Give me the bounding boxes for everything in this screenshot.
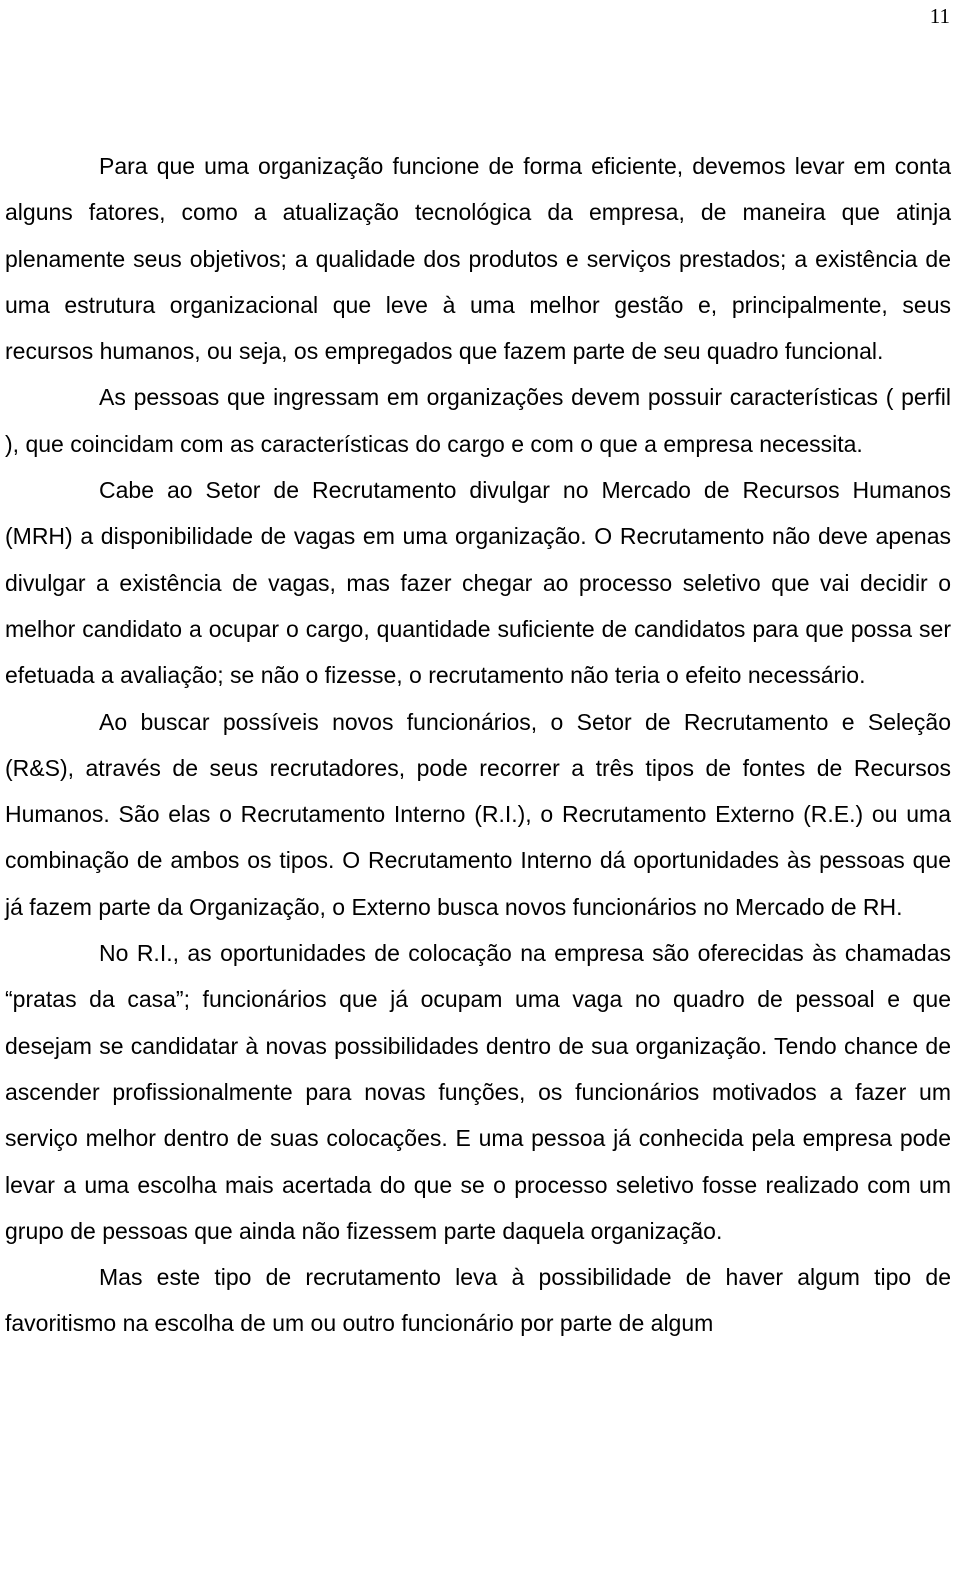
paragraph: As pessoas que ingressam em organizações devem possuir características ( perfil ), que coincidam com as características do cargo e com o que a empresa necessita. xyxy=(5,384,951,457)
paragraph: No R.I., as oportunidades de colocação na empresa são oferecidas às chamadas “pratas da casa”; funcionários que já ocupam uma vaga no quadro de pessoal e que desejam se candidatar à novas possibilidades dentro de sua organização. Tendo chance de ascender profissionalmente para novas funções, os funcionários motivados a fazer um serviço melhor dentro de suas colocações. E uma pessoa já conhecida pela empresa pode levar a uma escolha mais acertada do que se o processo seletivo fosse realizado com um grupo de pessoas que ainda não fizessem parte daquela organização. xyxy=(5,940,951,1244)
paragraph: Cabe ao Setor de Recrutamento divulgar no Mercado de Recursos Humanos (MRH) a disponibilidade de vagas em uma organização. O Recrutamento não deve apenas divulgar a existência de vagas, mas fazer chegar ao processo seletivo que vai decidir o melhor candidato a ocupar o cargo, quantidade suficiente de candidatos para que possa ser efetuada a avaliação; se não o fizesse, o recrutamento não teria o efeito necessário. xyxy=(5,477,951,689)
paragraph: Mas este tipo de recrutamento leva à possibilidade de haver algum tipo de favoritismo na escolha de um ou outro funcionário por parte de algum xyxy=(5,1264,951,1337)
paragraph: Ao buscar possíveis novos funcionários, o Setor de Recrutamento e Seleção (R&S), através de seus recrutadores, pode recorrer a três tipos de fontes de Recursos Humanos. São elas o Recrutamento Interno (R.I.), o Recrutamento Externo (R.E.) ou uma combinação de ambos os tipos. O Recrutamento Interno dá oportunidades às pessoas que já fazem parte da Organização, o Externo busca novos funcionários no Mercado de RH. xyxy=(5,708,951,920)
paragraph: Para que uma organização funcione de forma eficiente, devemos levar em conta alguns fatores, como a atualização tecnológica da empresa, de maneira que atinja plenamente seus objetivos; a qualidade dos produtos e serviços prestados; a existência de uma estrutura organizacional que leve à uma melhor gestão e, principalmente, seus recursos humanos, ou seja, os empregados que fazem parte de seu quadro funcional. xyxy=(5,153,951,365)
document-body xyxy=(5,143,951,1347)
page-number: 11 xyxy=(929,4,950,28)
